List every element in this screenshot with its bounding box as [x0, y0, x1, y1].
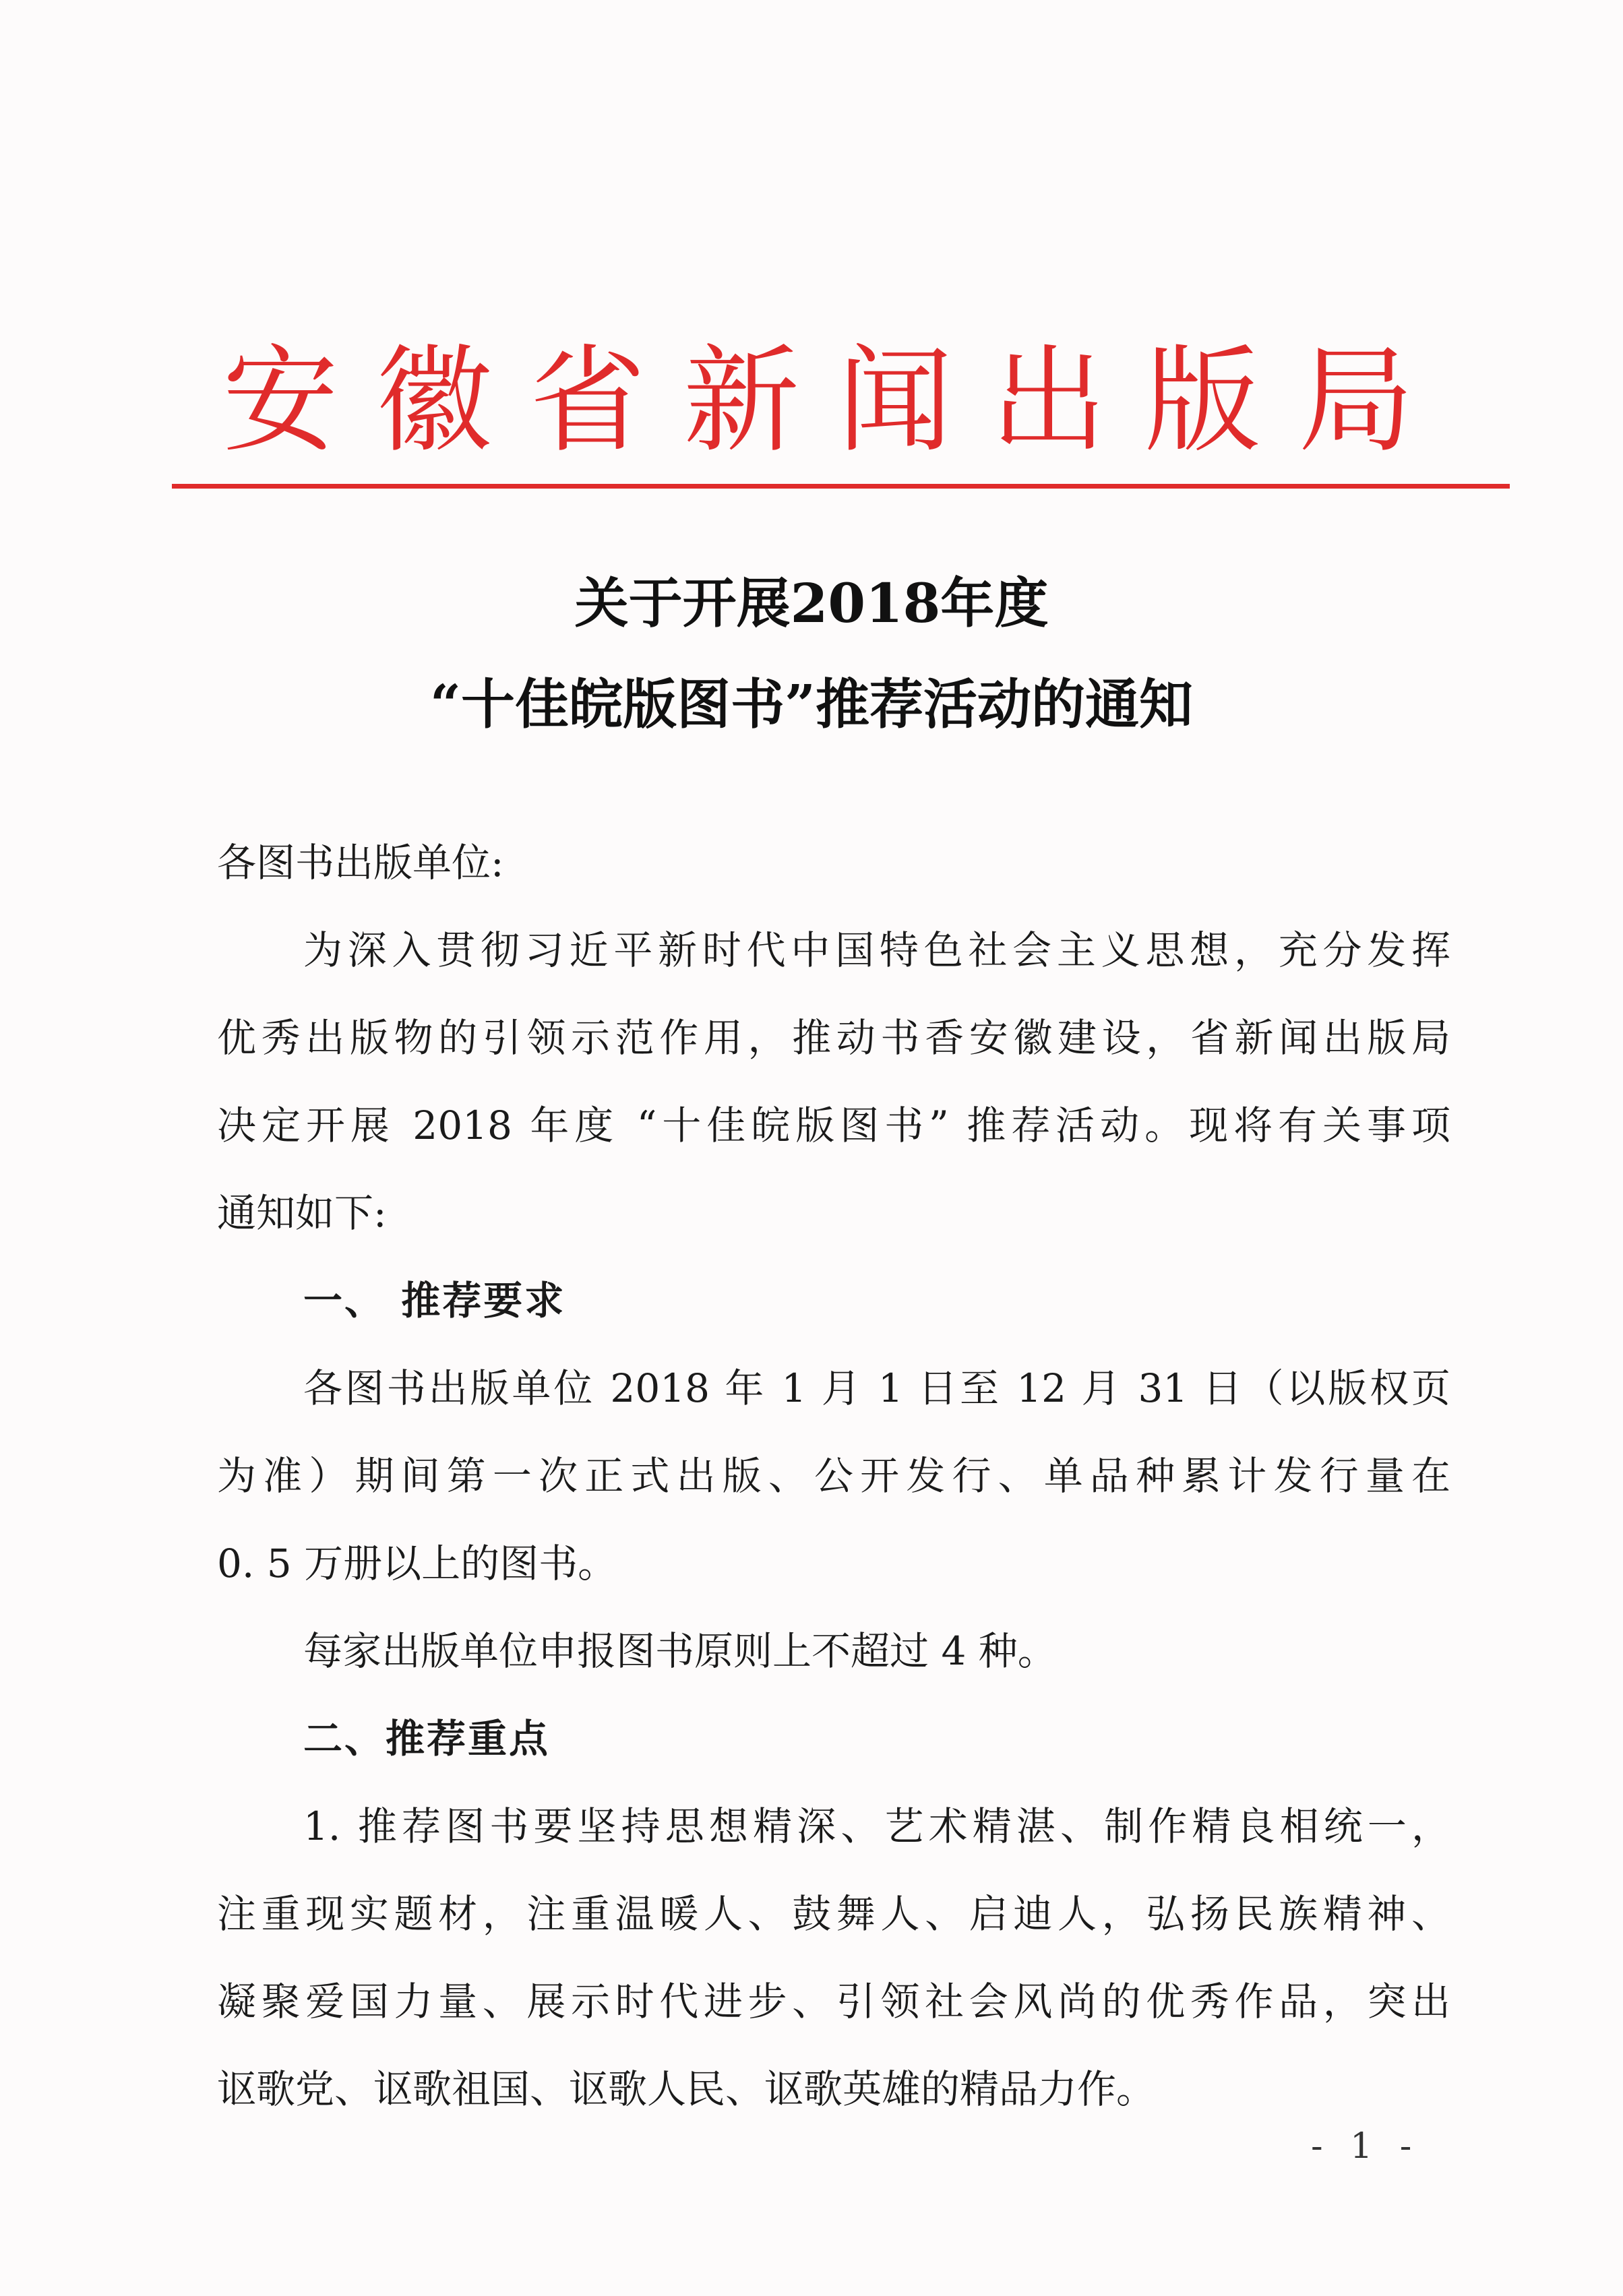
section-1-extra-paragraph: 每家出版单位申报图书原则上不超过 4 种。: [303, 1628, 1057, 1674]
red-header-divider: [172, 484, 1510, 489]
section-2-paragraph-line: 注重现实题材，注重温暖人、鼓舞人、启迪人，弘扬民族精神、: [217, 1891, 1450, 1937]
section-2-heading: 二、推荐重点: [303, 1716, 551, 1762]
section-2-paragraph-line: 讴歌党、讴歌祖国、讴歌人民、讴歌英雄的精品力作。: [217, 2066, 1156, 2112]
page-number: - 1 -: [1311, 2126, 1420, 2167]
section-1-paragraph-line: 为准）期间第一次正式出版、公开发行、单品种累计发行量在: [217, 1453, 1450, 1499]
intro-paragraph-line: 为深入贯彻习近平新时代中国特色社会主义思想，充分发挥: [303, 927, 1450, 973]
intro-paragraph-line: 通知如下:: [217, 1190, 387, 1236]
section-1-paragraph-line: 0. 5 万册以上的图书。: [217, 1541, 617, 1586]
intro-paragraph-line: 优秀出版物的引领示范作用，推动书香安徽建设，省新闻出版局: [217, 1015, 1450, 1061]
section-2-paragraph-line: 凝聚爱国力量、展示时代进步、引领社会风尚的优秀作品，突出: [217, 1979, 1450, 2024]
section-1-paragraph-line: 各图书出版单位 2018 年 1 月 1 日至 12 月 31 日（以版权页: [303, 1365, 1450, 1411]
issuing-organization-name: 安徽省新闻出版局: [222, 333, 1452, 468]
section-2-paragraph-line: 1. 推荐图书要坚持思想精深、艺术精湛、制作精良相统一，: [303, 1803, 1450, 1849]
salutation: 各图书出版单位:: [217, 840, 504, 886]
section-1-heading: 一、 推荐要求: [303, 1278, 566, 1324]
document-title-line-1: 关于开展2018年度: [574, 571, 1049, 635]
document-title-line-2: “十佳皖版图书”推荐活动的通知: [429, 673, 1194, 736]
intro-paragraph-line: 决定开展 2018 年度 “十佳皖版图书” 推荐活动。现将有关事项: [217, 1103, 1450, 1148]
